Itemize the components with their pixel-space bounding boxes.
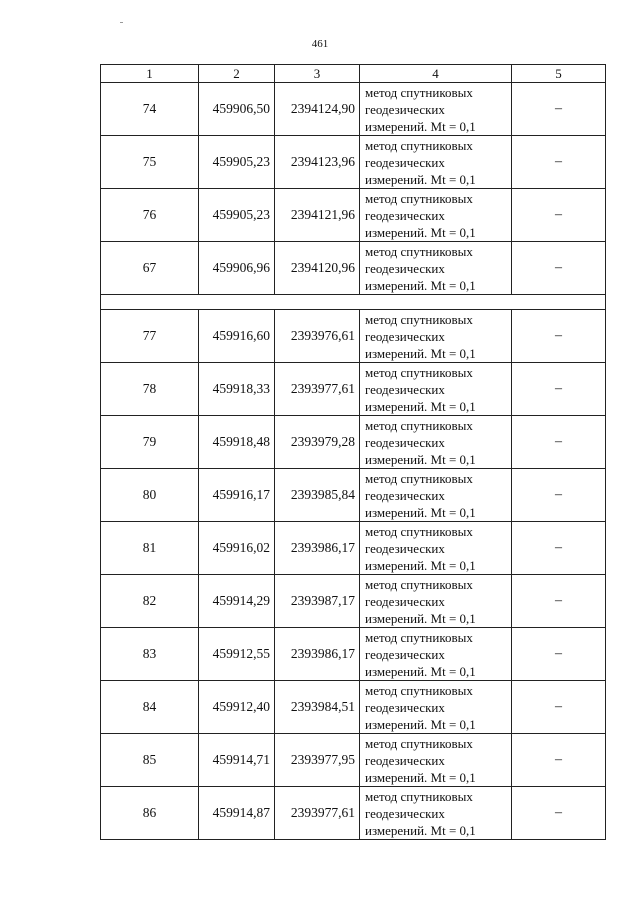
- x-coordinate-cell: 459914,87: [199, 787, 275, 840]
- method-text-line: геодезических: [365, 487, 445, 503]
- y-coordinate-cell: 2393977,61: [275, 363, 360, 416]
- method-text-line: геодезических: [365, 752, 445, 768]
- method-text-line: метод спутниковых: [365, 682, 473, 698]
- column-header: 3: [275, 65, 360, 83]
- method-text-line: геодезических: [365, 101, 445, 117]
- method-text-line: измерений. Mt = 0,1: [365, 398, 476, 414]
- x-coordinate-cell: 459916,17: [199, 469, 275, 522]
- method-text-line: измерений. Mt = 0,1: [365, 504, 476, 520]
- note-cell: –: [512, 522, 606, 575]
- x-coordinate-cell: 459912,40: [199, 681, 275, 734]
- table-row: [101, 242, 606, 295]
- table-row: [101, 628, 606, 681]
- y-coordinate-cell: 2393986,17: [275, 522, 360, 575]
- method-cell: [360, 628, 512, 681]
- x-coordinate-cell: 459914,71: [199, 734, 275, 787]
- method-text-line: метод спутниковых: [365, 311, 473, 327]
- y-coordinate-cell: 2393987,17: [275, 575, 360, 628]
- method-cell: [360, 136, 512, 189]
- method-text-line: метод спутниковых: [365, 417, 473, 433]
- table-row: [101, 189, 606, 242]
- note-cell: –: [512, 189, 606, 242]
- y-coordinate-cell: 2394120,96: [275, 242, 360, 295]
- note-cell: –: [512, 136, 606, 189]
- x-coordinate-cell: 459906,50: [199, 83, 275, 136]
- method-text-line: метод спутниковых: [365, 470, 473, 486]
- y-coordinate-cell: 2393977,61: [275, 787, 360, 840]
- note-cell: –: [512, 83, 606, 136]
- table-row: [101, 522, 606, 575]
- method-text-line: измерений. Mt = 0,1: [365, 118, 476, 134]
- method-cell: [360, 469, 512, 522]
- method-text-line: измерений. Mt = 0,1: [365, 769, 476, 785]
- method-text-line: измерений. Mt = 0,1: [365, 822, 476, 838]
- method-text-line: геодезических: [365, 381, 445, 397]
- method-cell: [360, 242, 512, 295]
- method-cell: [360, 787, 512, 840]
- note-cell: –: [512, 787, 606, 840]
- method-text-line: метод спутниковых: [365, 735, 473, 751]
- method-cell: [360, 363, 512, 416]
- x-coordinate-cell: 459918,33: [199, 363, 275, 416]
- table-row: [101, 681, 606, 734]
- method-text-line: измерений. Mt = 0,1: [365, 171, 476, 187]
- method-text-line: измерений. Mt = 0,1: [365, 557, 476, 573]
- point-number-cell: 77: [101, 310, 199, 363]
- method-text-line: измерений. Mt = 0,1: [365, 345, 476, 361]
- method-text-line: метод спутниковых: [365, 364, 473, 380]
- x-coordinate-cell: 459905,23: [199, 136, 275, 189]
- group-separator-cell: [101, 295, 606, 310]
- method-text-line: метод спутниковых: [365, 629, 473, 645]
- y-coordinate-cell: 2393977,95: [275, 734, 360, 787]
- method-text-line: метод спутниковых: [365, 523, 473, 539]
- method-text-line: геодезических: [365, 207, 445, 223]
- table-row: [101, 83, 606, 136]
- method-text-line: метод спутниковых: [365, 190, 473, 206]
- y-coordinate-cell: 2393976,61: [275, 310, 360, 363]
- method-text-line: метод спутниковых: [365, 788, 473, 804]
- x-coordinate-cell: 459905,23: [199, 189, 275, 242]
- note-cell: –: [512, 734, 606, 787]
- point-number-cell: 81: [101, 522, 199, 575]
- method-cell: [360, 681, 512, 734]
- method-text-line: геодезических: [365, 805, 445, 821]
- point-number-cell: 79: [101, 416, 199, 469]
- note-cell: –: [512, 575, 606, 628]
- y-coordinate-cell: 2394121,96: [275, 189, 360, 242]
- method-text-line: геодезических: [365, 540, 445, 556]
- x-coordinate-cell: 459906,96: [199, 242, 275, 295]
- y-coordinate-cell: 2393979,28: [275, 416, 360, 469]
- table-row: [101, 787, 606, 840]
- note-cell: –: [512, 469, 606, 522]
- column-header: 5: [512, 65, 606, 83]
- column-header: 1: [101, 65, 199, 83]
- note-cell: –: [512, 242, 606, 295]
- table-row: [101, 734, 606, 787]
- table-body: [101, 83, 606, 840]
- method-cell: [360, 189, 512, 242]
- method-text-line: измерений. Mt = 0,1: [365, 277, 476, 293]
- note-cell: –: [512, 363, 606, 416]
- point-number-cell: 85: [101, 734, 199, 787]
- method-text-line: геодезических: [365, 328, 445, 344]
- point-number-cell: 74: [101, 83, 199, 136]
- table-row: [101, 363, 606, 416]
- point-number-cell: 78: [101, 363, 199, 416]
- x-coordinate-cell: 459916,60: [199, 310, 275, 363]
- table-row: [101, 416, 606, 469]
- method-text-line: геодезических: [365, 699, 445, 715]
- point-number-cell: 80: [101, 469, 199, 522]
- x-coordinate-cell: 459914,29: [199, 575, 275, 628]
- table-row: [101, 136, 606, 189]
- column-header: 4: [360, 65, 512, 83]
- method-cell: [360, 522, 512, 575]
- note-cell: –: [512, 310, 606, 363]
- method-text-line: измерений. Mt = 0,1: [365, 716, 476, 732]
- table-row: [101, 310, 606, 363]
- y-coordinate-cell: 2393986,17: [275, 628, 360, 681]
- method-text-line: геодезических: [365, 434, 445, 450]
- method-cell: [360, 575, 512, 628]
- note-cell: –: [512, 628, 606, 681]
- method-text-line: геодезических: [365, 154, 445, 170]
- table-row: [101, 469, 606, 522]
- method-text-line: измерений. Mt = 0,1: [365, 451, 476, 467]
- header-row: [101, 65, 606, 83]
- coordinates-table: [100, 64, 606, 840]
- y-coordinate-cell: 2394123,96: [275, 136, 360, 189]
- y-coordinate-cell: 2393984,51: [275, 681, 360, 734]
- y-coordinate-cell: 2393985,84: [275, 469, 360, 522]
- method-text-line: геодезических: [365, 593, 445, 609]
- scan-mark: [120, 22, 123, 23]
- method-text-line: геодезических: [365, 260, 445, 276]
- point-number-cell: 82: [101, 575, 199, 628]
- point-number-cell: 83: [101, 628, 199, 681]
- method-cell: [360, 416, 512, 469]
- method-text-line: метод спутниковых: [365, 84, 473, 100]
- page-number: 461: [311, 38, 329, 50]
- method-text-line: измерений. Mt = 0,1: [365, 663, 476, 679]
- method-text-line: метод спутниковых: [365, 243, 473, 259]
- point-number-cell: 67: [101, 242, 199, 295]
- point-number-cell: 86: [101, 787, 199, 840]
- method-text-line: измерений. Mt = 0,1: [365, 224, 476, 240]
- column-header: 2: [199, 65, 275, 83]
- x-coordinate-cell: 459918,48: [199, 416, 275, 469]
- point-number-cell: 84: [101, 681, 199, 734]
- method-cell: [360, 734, 512, 787]
- table-row: [101, 575, 606, 628]
- y-coordinate-cell: 2394124,90: [275, 83, 360, 136]
- method-text-line: измерений. Mt = 0,1: [365, 610, 476, 626]
- method-text-line: метод спутниковых: [365, 137, 473, 153]
- point-number-cell: 76: [101, 189, 199, 242]
- point-number-cell: 75: [101, 136, 199, 189]
- group-separator-row: [101, 295, 606, 310]
- method-text-line: метод спутниковых: [365, 576, 473, 592]
- method-text-line: геодезических: [365, 646, 445, 662]
- method-cell: [360, 83, 512, 136]
- x-coordinate-cell: 459916,02: [199, 522, 275, 575]
- note-cell: –: [512, 681, 606, 734]
- note-cell: –: [512, 416, 606, 469]
- method-cell: [360, 310, 512, 363]
- x-coordinate-cell: 459912,55: [199, 628, 275, 681]
